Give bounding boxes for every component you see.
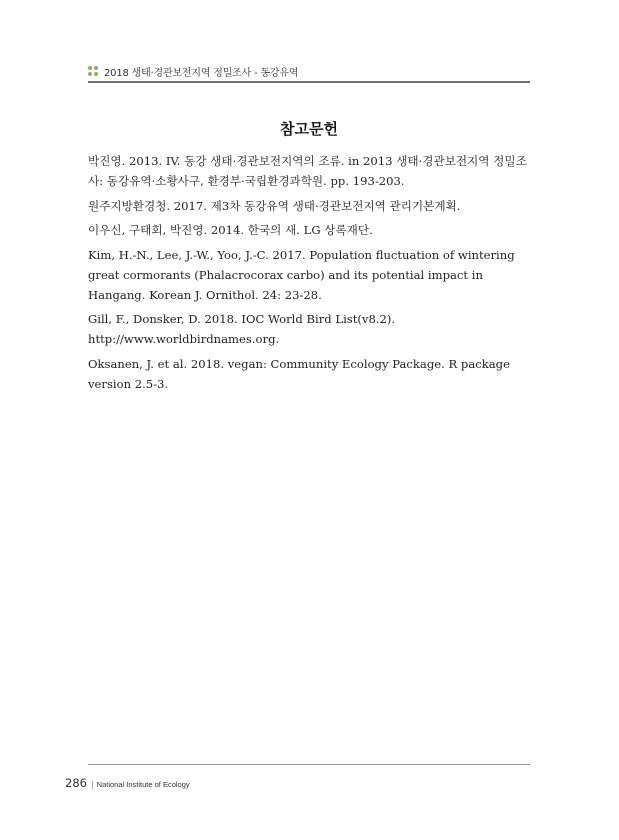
- reference-line: 원주지방환경청. 2017. 제3차 동강유역 생태·경관보전지역 관리기본계획.: [88, 198, 461, 213]
- reference-line: great cormorants (Phalacrocorax carbo) and its potential impact in: [88, 267, 483, 282]
- four-dots-icon: [88, 66, 99, 77]
- institute-name: National Institute of Ecology: [96, 780, 190, 789]
- reference-item: [88, 245, 530, 305]
- reference-item: [88, 354, 530, 394]
- footer-separator: |: [90, 780, 94, 789]
- reference-line: http://www.worldbirdnames.org.: [88, 332, 280, 346]
- reference-line: 사: 동강유역·소황사구, 환경부·국립환경과학원. pp. 193-203.: [88, 174, 405, 188]
- reference-line: Gill, F., Donsker, D. 2018. IOC World Bird List(v8.2).: [88, 312, 396, 326]
- reference-line: 이우신, 구태회, 박진영. 2014. 한국의 새. LG 상록재단.: [88, 223, 373, 237]
- reference-item: [88, 309, 530, 349]
- icon-dot: [88, 66, 92, 70]
- reference-line: Hangang. Korean J. Ornithol. 24: 23-28.: [88, 287, 322, 302]
- reference-list: [88, 151, 530, 398]
- page-footer: [65, 772, 190, 791]
- icon-dot: [94, 66, 98, 70]
- page-number: 286: [65, 776, 87, 790]
- running-header: [88, 63, 530, 83]
- header-rule: [88, 81, 530, 83]
- reference-line: version 2.5-3.: [88, 376, 169, 391]
- reference-item: [88, 196, 530, 216]
- icon-dot: [88, 72, 92, 76]
- reference-item: [88, 220, 530, 240]
- reference-line: 박진영. 2013. IV. 동강 생태·경관보전지역의 조류. in 2013 생태·경관보전지역 정밀조: [88, 154, 527, 168]
- reference-line: Oksanen, J. et al. 2018. vegan: Community Ecology Package. R package: [88, 356, 510, 371]
- header-title: 2018 생태·경관보전지역 정밀조사 - 동강유역: [104, 68, 299, 79]
- footer-rule: [88, 764, 530, 765]
- reference-item: [88, 151, 530, 191]
- reference-line: Kim, H.-N., Lee, J.-W., Yoo, J.-C. 2017. Population fluctuation of wintering: [88, 247, 515, 262]
- icon-dot: [94, 72, 98, 76]
- section-title: 참고문헌: [280, 120, 338, 138]
